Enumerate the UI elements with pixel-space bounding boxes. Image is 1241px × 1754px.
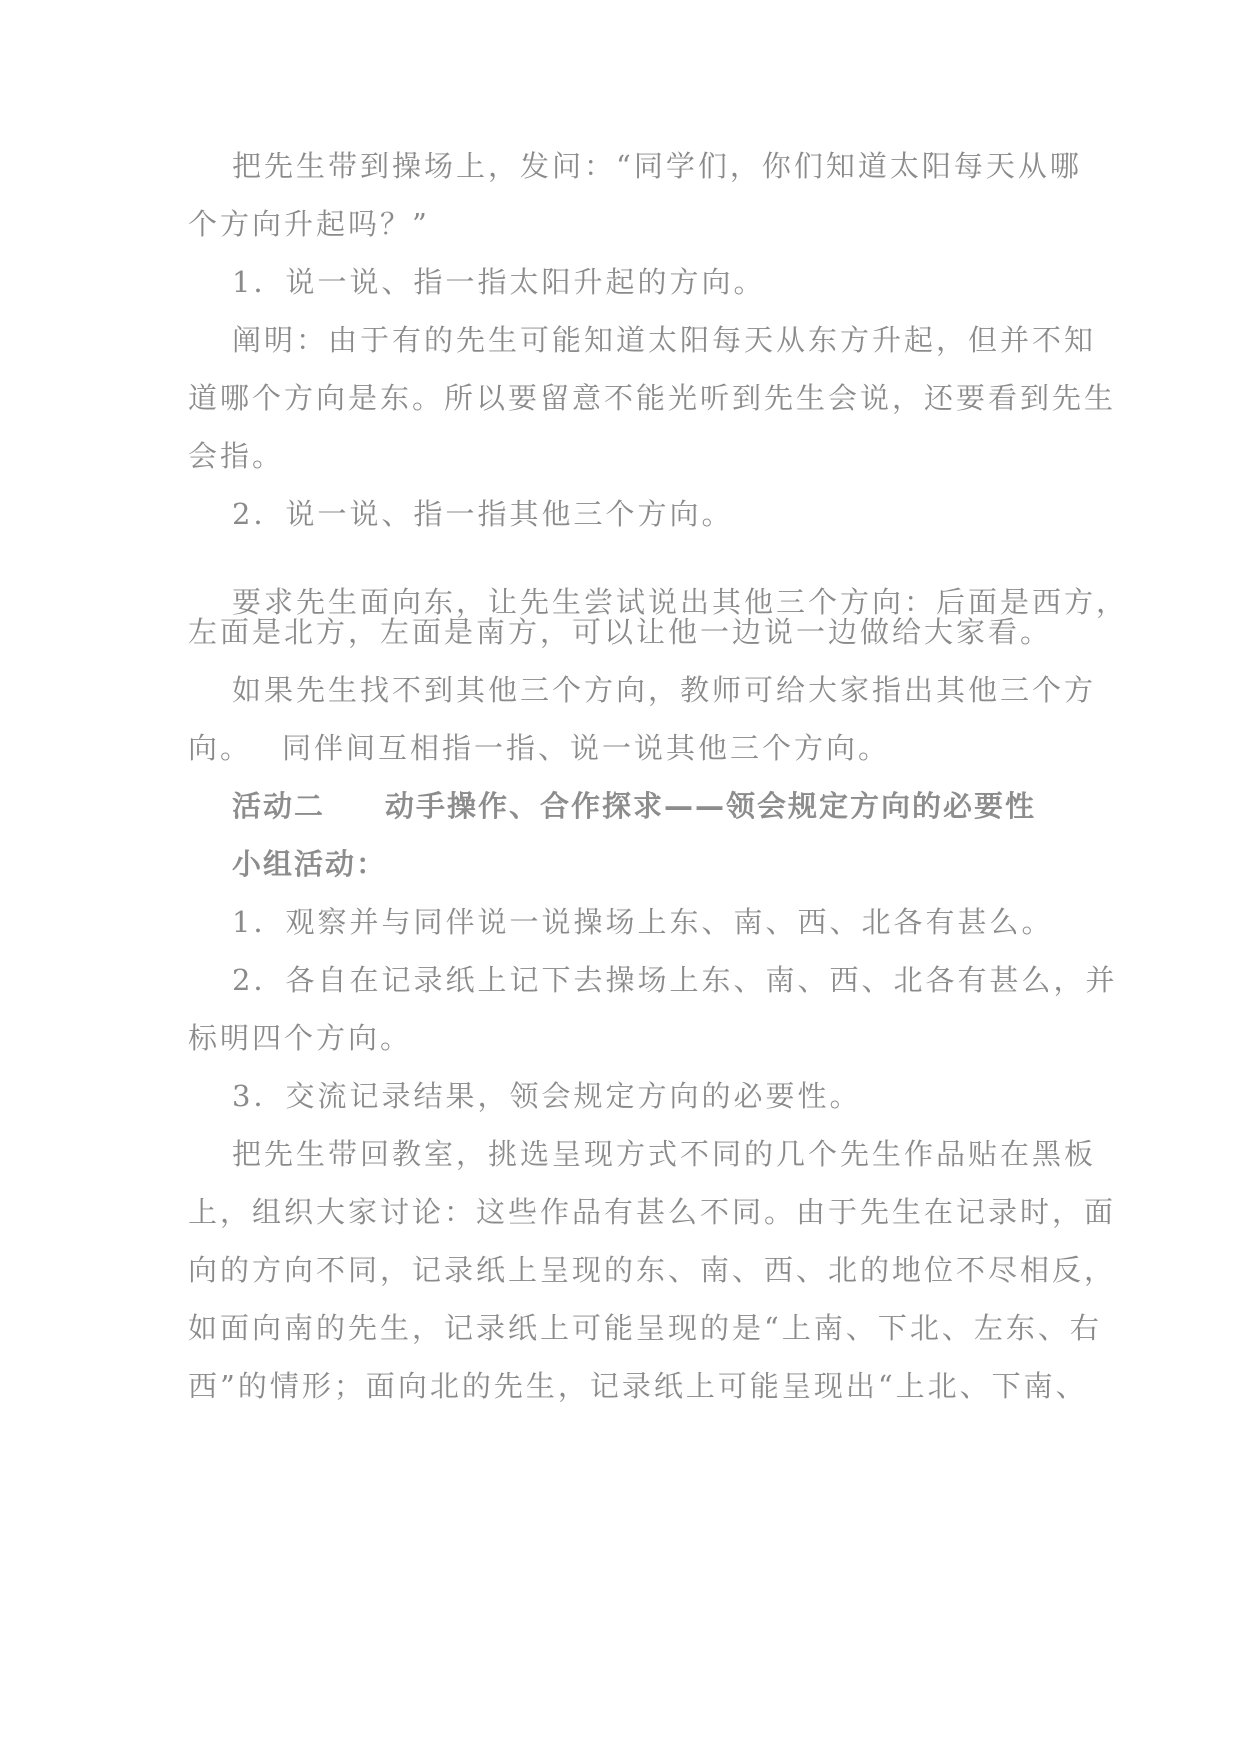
list-item: 2．各自在记录纸上记下去操场上东、南、西、北各有甚么，并 (232, 963, 1118, 997)
paragraph-line: 会指。 (188, 439, 285, 473)
paragraph-line: 西”的情形；面向北的先生，记录纸上可能呈现出“上北、下南、 (188, 1369, 1088, 1403)
paragraph-line-start: 向。 (188, 731, 253, 765)
paragraph-line: 如果先生找不到其他三个方向，教师可给大家指出其他三个方 (232, 673, 1097, 707)
paragraph-line: 把先生带回教室，挑选呈现方式不同的几个先生作品贴在黑板 (232, 1137, 1097, 1171)
paragraph-line: 个方向升起吗？” (188, 207, 430, 241)
paragraph-line-end: 同伴间互相指一指、说一说其他三个方向。 (282, 731, 891, 765)
paragraph-line: 上，组织大家讨论：这些作品有甚么不同。由于先生在记录时，面 (188, 1195, 1117, 1229)
subheading: 小组活动： (232, 847, 388, 881)
section-number: 活动二 (232, 789, 326, 823)
paragraph-line: 向的方向不同，记录纸上呈现的东、南、西、北的地位不尽相反， (188, 1253, 1117, 1287)
paragraph-line: 把先生带到操场上，发问：“同学们，你们知道太阳每天从哪 (232, 149, 1082, 183)
paragraph-line: 道哪个方向是东。所以要留意不能光听到先生会说，还要看到先生 (188, 381, 1117, 415)
paragraph-line: 阐明：由于有的先生可能知道太阳每天从东方升起，但并不知 (232, 323, 1097, 357)
paragraph-line: 标明四个方向。 (188, 1021, 413, 1055)
paragraph-line: 如面向南的先生，记录纸上可能呈现的是“上南、下北、左东、右 (188, 1311, 1102, 1345)
section-title: 动手操作、合作探求——领会规定方向的必要性 (385, 789, 1037, 823)
paragraph-line (188, 728, 1068, 768)
list-item: 1．观察并与同伴说一说操场上东、南、西、北各有甚么。 (232, 905, 1054, 939)
section-heading (232, 786, 1068, 826)
paragraph-line: 左面是北方，左面是南方，可以让他一边说一边做给大家看。 (188, 615, 1053, 649)
paragraph-line: 要求先生面向东，让先生尝试说出其他三个方向：后面是西方， (232, 585, 1129, 619)
list-item: 3．交流记录结果，领会规定方向的必要性。 (232, 1079, 862, 1113)
list-item: 1．说一说、指一指太阳升起的方向。 (232, 265, 766, 299)
list-item: 2．说一说、指一指其他三个方向。 (232, 497, 734, 531)
